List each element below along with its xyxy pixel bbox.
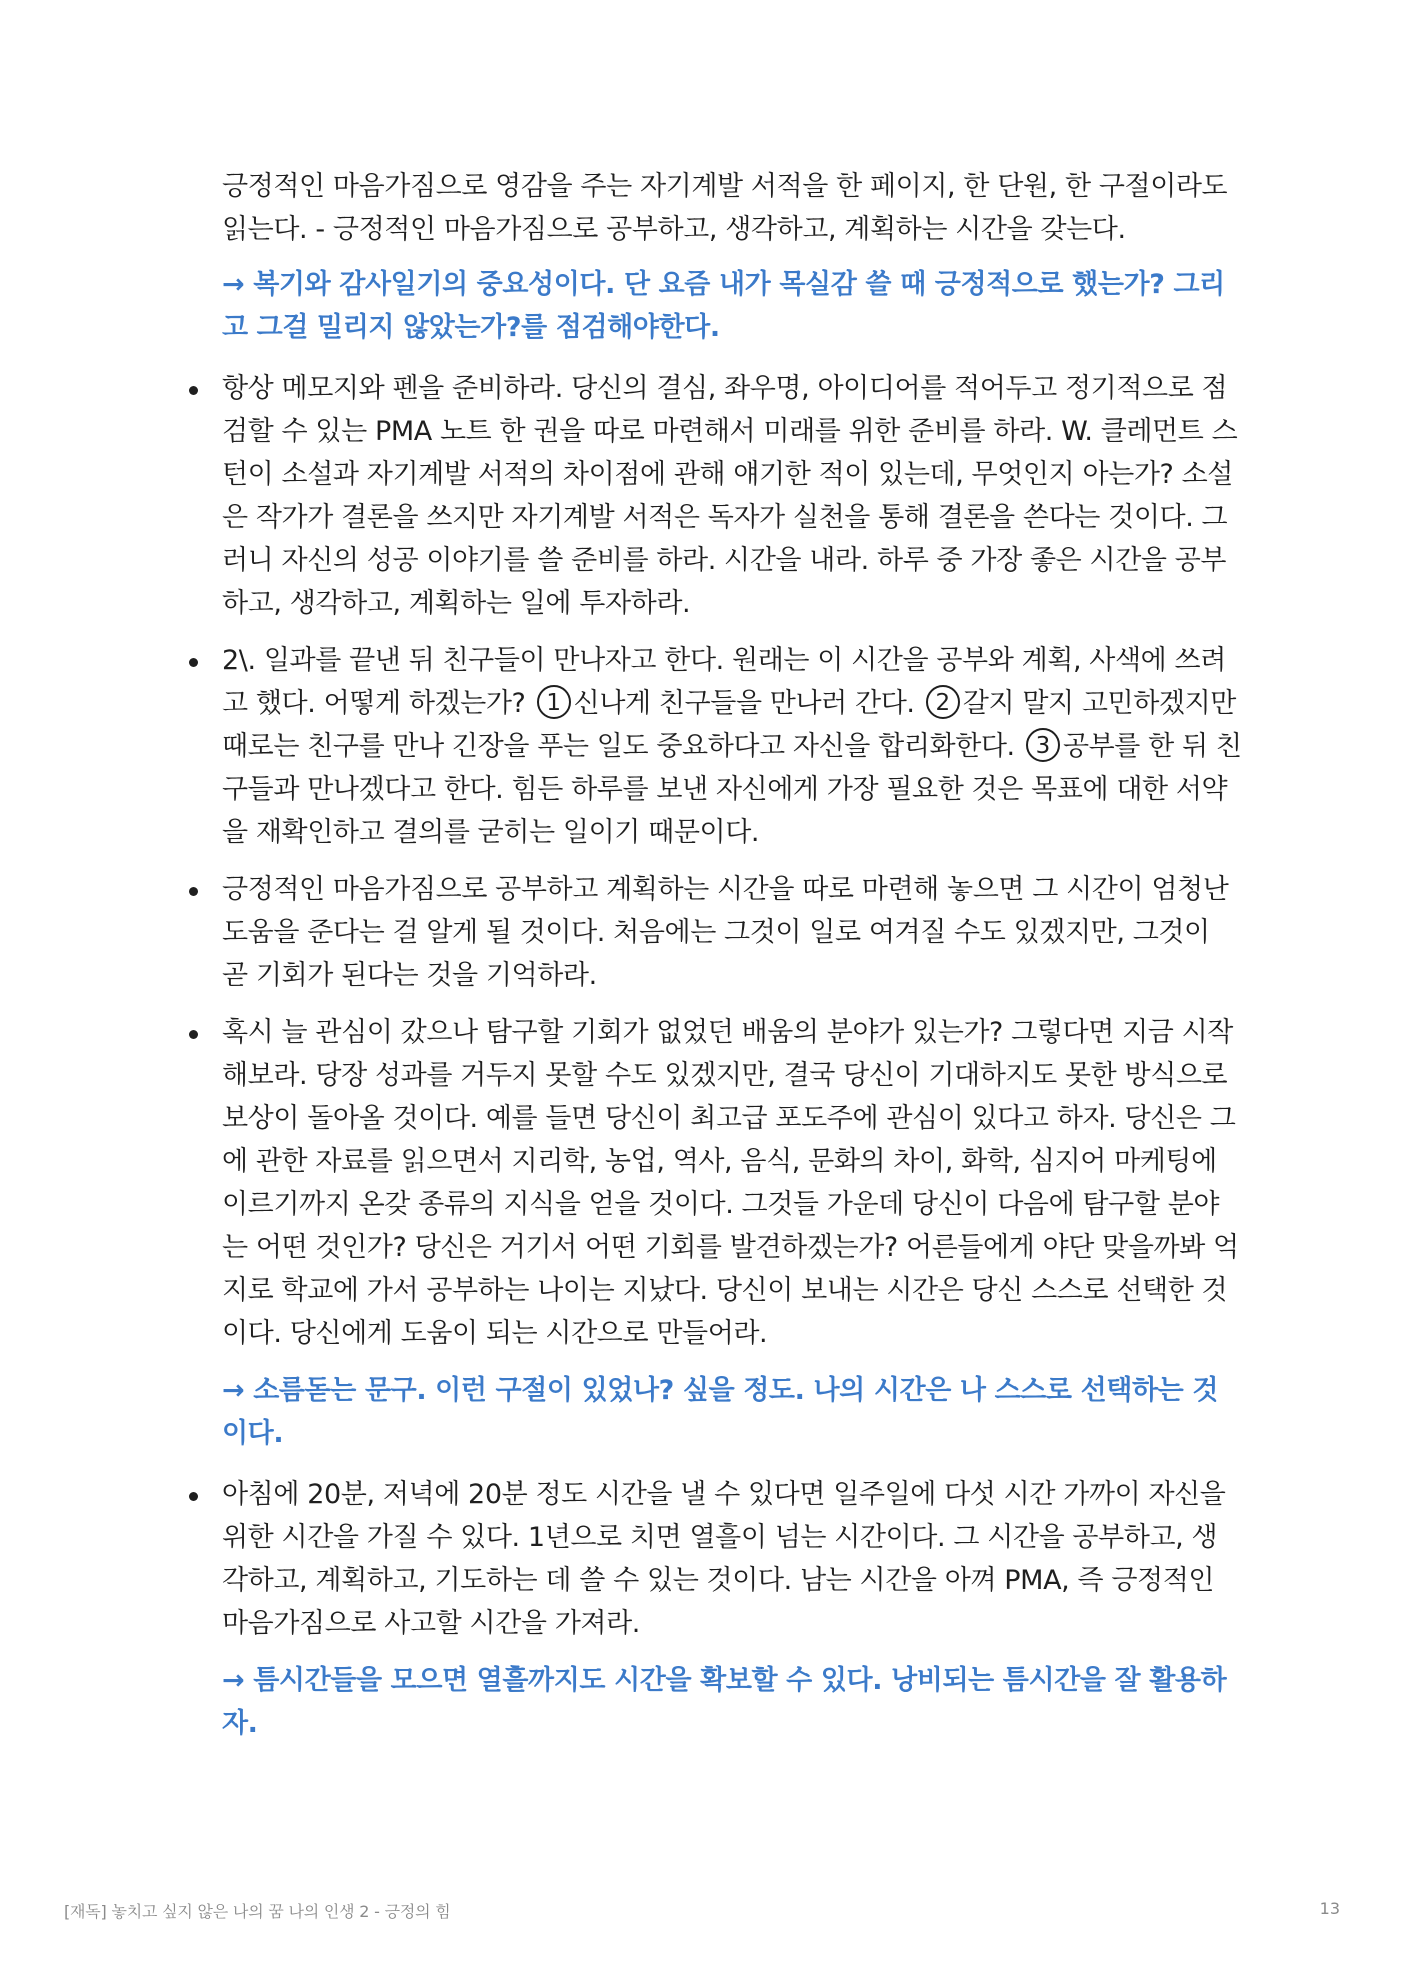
- list-item: [222, 1011, 1242, 1355]
- page-number: 13: [1319, 1899, 1340, 1918]
- circled-number-two: 2: [926, 685, 960, 719]
- footer-document-title: [재독] 놓치고 싶지 않은 나의 꿈 나의 인생 2 - 긍정의 힘: [64, 1902, 451, 1921]
- list-item-text: 혹시 늘 관심이 갔으나 탐구할 기회가 없었던 배움의 분야가 있는가? 그렇다면 지금 시작해보라. 당장 성과를 거두지 못할 수도 있겠지만, 결국 당신이 기대하지도 못한 방식으로 보상이 돌아올 것이다. 예를 들면 당신이 최고급 포도주에 관심이 있다고 하자. 당신은 그에 관한 자료를 읽으면서 지리학, 농업, 역사, 음식, 문화의 차이, 화학, 심지어 마케팅에 이르기까지 온갖 종류의 지식을 얻을 것이다. 그것들 가운데 당신이 다음에 탐구할 분야는 어떤 것인가? 당신은 거기서 어떤 기회를 발견하겠는가? 어른들에게 야단 맞을까봐 억지로 학교에 가서 공부하는 나이는 지났다. 당신이 보내는 시간은 당신 스스로 선택한 것이다. 당신에게 도움이 되는 시간으로 만들어라.: [222, 1017, 1239, 1349]
- bullet-dot-icon: [189, 1492, 198, 1501]
- list-item-text: 아침에 20분, 저녁에 20분 정도 시간을 낼 수 있다면 일주일에 다섯 시간 가까이 자신을 위한 시간을 가질 수 있다. 1년으로 치면 열흘이 넘는 시간이다. 그 시간을 공부하고, 생각하고, 계획하고, 기도하는 데 쓸 수 있는 것이다. 남는 시간을 아껴 PMA, 즉 긍정적인 마음가짐으로 사고할 시간을 가져라.: [222, 1479, 1226, 1639]
- list-item: [222, 868, 1242, 997]
- bullet-dot-icon: [189, 887, 198, 896]
- bullet-dot-icon: [189, 1030, 198, 1039]
- highlight-note: → 소름돋는 문구. 이런 구절이 있었나? 싶을 정도. 나의 시간은 나 스스로 선택하는 것이다.: [222, 1375, 1219, 1449]
- list-item-text-part: 공부를 한 뒤 친구들과 만나겠다고 한다. 힘든 하루를 보낸 자신에게 가장 필요한 것은 목표에 대한 서약을 재확인하고 결의를 굳히는 일이기 때문이다.: [222, 731, 1242, 848]
- page-content: [222, 165, 1242, 1763]
- bullet-dot-icon: [189, 658, 198, 667]
- highlight-note: → 복기와 감사일기의 중요성이다. 단 요즘 내가 목실감 쓸 때 긍정적으로 했는가? 그리고 그걸 밀리지 않았는가?를 점검해야한다.: [222, 269, 1225, 343]
- list-item: [222, 1473, 1242, 1645]
- list-item: [222, 367, 1242, 625]
- list-item-text: 긍정적인 마음가짐으로 공부하고 계획하는 시간을 따로 마련해 놓으면 그 시간이 엄청난 도움을 준다는 걸 알게 될 것이다. 처음에는 그것이 일로 여겨질 수도 있겠지만, 그것이 곧 기회가 된다는 것을 기억하라.: [222, 874, 1229, 991]
- intro-paragraph: 긍정적인 마음가짐으로 영감을 주는 자기계발 서적을 한 페이지, 한 단원, 한 구절이라도 읽는다. - 긍정적인 마음가짐으로 공부하고, 생각하고, 계획하는 시간을 갖는다.: [222, 171, 1228, 245]
- list-item-text-part: 2\. 일과를 끝낸 뒤 친구들이 만나자고 한다. 원래는 이 시간을 공부와 계획, 사색에 쓰려고 했다. 어떻게 하겠는가?: [222, 645, 1226, 719]
- circled-number-one: 1: [537, 685, 571, 719]
- bullet-dot-icon: [189, 386, 198, 395]
- list-item: [222, 639, 1242, 854]
- highlight-note: → 틈시간들을 모으면 열흘까지도 시간을 확보할 수 있다. 낭비되는 틈시간을 잘 활용하자.: [222, 1665, 1227, 1739]
- list-item-text: 항상 메모지와 펜을 준비하라. 당신의 결심, 좌우명, 아이디어를 적어두고 정기적으로 점검할 수 있는 PMA 노트 한 권을 따로 마련해서 미래를 위한 준비를 하라. W. 클레먼트 스턴이 소설과 자기계발 서적의 차이점에 관해 얘기한 적이 있는데, 무엇인지 아는가? 소설은 작가가 결론을 쓰지만 자기계발 서적은 독자가 실천을 통해 결론을 쓴다는 것이다. 그러니 자신의 성공 이야기를 쓸 준비를 하라. 시간을 내라. 하루 중 가장 좋은 시간을 공부하고, 생각하고, 계획하는 일에 투자하라.: [222, 373, 1238, 619]
- list-item-text-part: 신나게 친구들을 만나러 간다.: [573, 688, 915, 719]
- list-item-text-part: 갈지 말지 고민하겠지만 때로는 친구를 만나 긴장을 푸는 일도 중요하다고 자신을 합리화한다.: [222, 688, 1236, 762]
- list-item-text: [222, 639, 1242, 854]
- circled-number-three: 3: [1026, 728, 1060, 762]
